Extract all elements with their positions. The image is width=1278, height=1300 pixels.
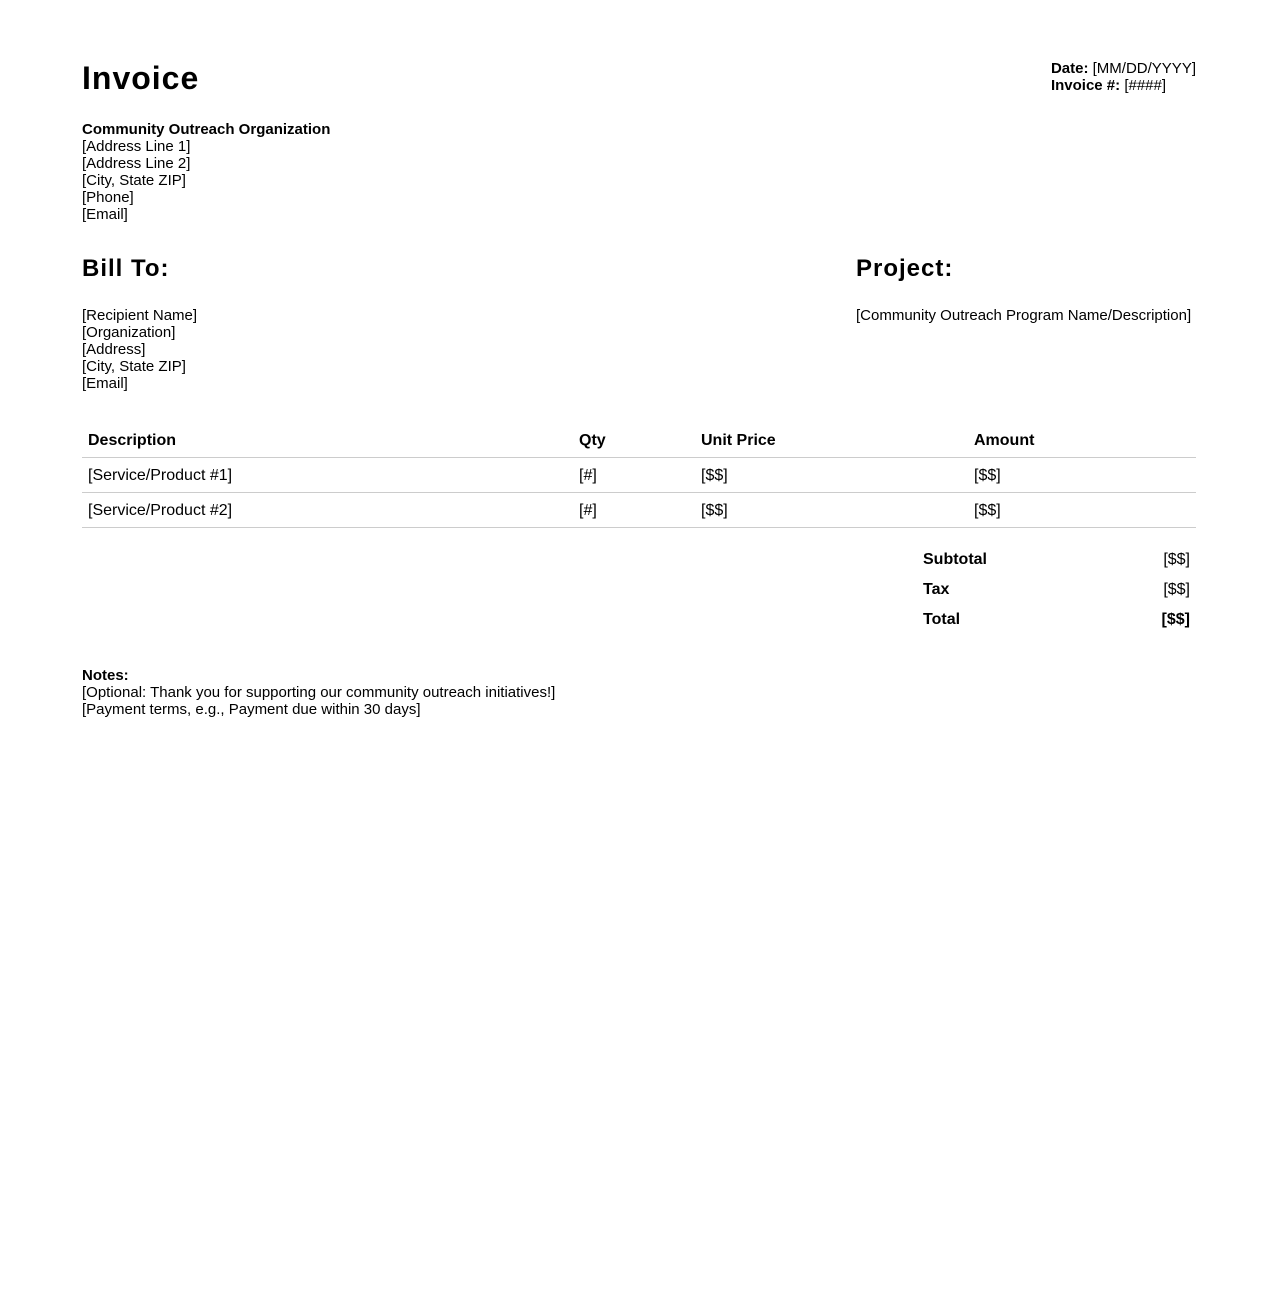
organization-block bbox=[82, 121, 330, 223]
project-description: [Community Outreach Program Name/Description] bbox=[856, 307, 1192, 324]
project-section bbox=[856, 254, 1196, 324]
subtotal-label: Subtotal bbox=[923, 550, 987, 568]
recipient-address: [Address] bbox=[82, 341, 146, 358]
table-row bbox=[82, 493, 1196, 528]
item-amount: [$$] bbox=[968, 458, 1196, 493]
item-qty: [#] bbox=[573, 493, 695, 528]
column-header-description: Description bbox=[82, 423, 573, 458]
subtotal-row bbox=[917, 544, 1196, 574]
org-address-line-2: [Address Line 2] bbox=[82, 155, 191, 172]
date-label: Date: bbox=[1050, 60, 1089, 77]
column-header-unit-price: Unit Price bbox=[695, 423, 968, 458]
recipient-city-state-zip: [City, State ZIP] bbox=[82, 358, 186, 375]
line-items-table bbox=[82, 423, 1196, 528]
recipient-organization: [Organization] bbox=[82, 324, 176, 341]
item-description: [Service/Product #1] bbox=[82, 458, 573, 493]
total-row bbox=[917, 604, 1196, 634]
totals-table bbox=[917, 544, 1196, 634]
item-amount: [$$] bbox=[968, 493, 1196, 528]
tax-value: [$$] bbox=[1163, 580, 1190, 598]
table-header-row bbox=[82, 423, 1196, 458]
invoice-number-label: Invoice #: bbox=[1050, 77, 1121, 94]
item-qty: [#] bbox=[573, 458, 695, 493]
notes-heading: Notes: bbox=[82, 667, 129, 684]
table-row bbox=[82, 458, 1196, 493]
item-unit-price: [$$] bbox=[695, 458, 968, 493]
column-header-amount: Amount bbox=[968, 423, 1196, 458]
org-address-line-1: [Address Line 1] bbox=[82, 138, 191, 155]
invoice-number-value: [####] bbox=[1124, 77, 1167, 94]
column-header-qty: Qty bbox=[573, 423, 695, 458]
org-phone: [Phone] bbox=[82, 189, 134, 206]
org-email: [Email] bbox=[82, 206, 128, 223]
bill-to-section bbox=[82, 254, 197, 392]
invoice-title: Invoice bbox=[82, 60, 200, 96]
item-unit-price: [$$] bbox=[695, 493, 968, 528]
organization-name: Community Outreach Organization bbox=[82, 121, 331, 138]
bill-to-details bbox=[82, 307, 197, 392]
total-label: Total bbox=[923, 610, 961, 628]
notes-line-payment-terms: [Payment terms, e.g., Payment due within 30 days] bbox=[82, 701, 421, 718]
total-value: [$$] bbox=[1161, 610, 1190, 628]
bill-to-heading: Bill To: bbox=[82, 255, 170, 282]
tax-row bbox=[917, 574, 1196, 604]
project-heading: Project: bbox=[856, 255, 954, 282]
recipient-email: [Email] bbox=[82, 375, 128, 392]
invoice-meta bbox=[1051, 60, 1196, 94]
item-description: [Service/Product #2] bbox=[82, 493, 573, 528]
invoice-number-row bbox=[1051, 77, 1196, 94]
date-value: [MM/DD/YYYY] bbox=[1092, 60, 1196, 77]
recipient-name: [Recipient Name] bbox=[82, 307, 198, 324]
notes-line-thanks: [Optional: Thank you for supporting our community outreach initiatives!] bbox=[82, 684, 556, 701]
date-row bbox=[1051, 60, 1196, 77]
tax-label: Tax bbox=[923, 580, 950, 598]
notes-section bbox=[82, 667, 555, 718]
subtotal-value: [$$] bbox=[1163, 550, 1190, 568]
org-city-state-zip: [City, State ZIP] bbox=[82, 172, 186, 189]
